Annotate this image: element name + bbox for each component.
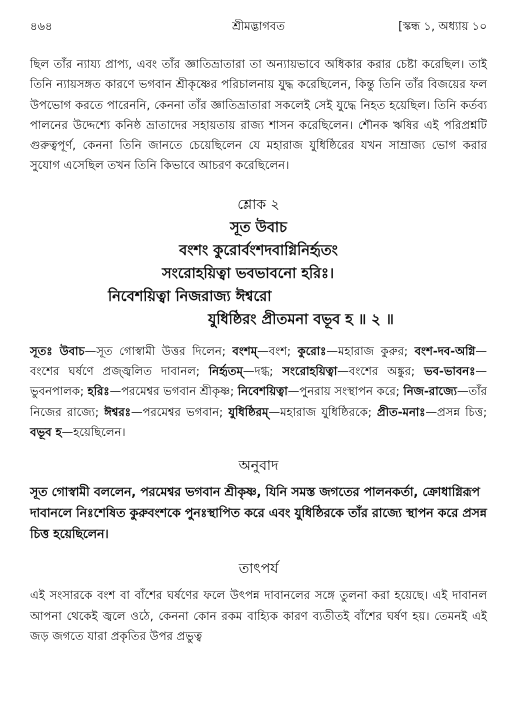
synonym-word: হরিঃ xyxy=(87,384,110,399)
synonym-meaning: —পরমেশ্বর ভগবান; xyxy=(130,404,229,419)
synonym-word: যুধিষ্ঠিরম্ xyxy=(228,404,269,419)
synonym-meaning: —বংশ; xyxy=(257,343,298,358)
synonym-word: বংশ-দব-অগ্নি xyxy=(414,343,476,358)
synonym-meaning: —মহারাজ কুরুর; xyxy=(326,343,415,358)
synonym-word: কুরোঃ xyxy=(297,343,327,358)
synonym-word: বংশম্ xyxy=(232,343,258,358)
synonym-word: বভূব হ xyxy=(30,424,62,439)
verse-line-1: সূত উবাচ xyxy=(230,219,287,236)
synonym-meaning: —সূত গোস্বামী উত্তর দিলেন; xyxy=(84,343,233,358)
synonym-meaning: —পুনরায় সংস্থাপন করে; xyxy=(287,384,404,399)
shloka-heading: শ্লোক ২ xyxy=(237,196,280,213)
synonym-meaning: —বংশের ঘর্ষণে প্রজ্জ্বলিত দাবানল; xyxy=(30,343,487,379)
synonym-word: ভব-ভাবনঃ xyxy=(423,364,476,379)
translation-text: সূত গোস্বামী বললেন, পরমেশ্বর ভগবান শ্রীকৃষ্ণ, যিনি সমস্ত জগতের পালনকর্তা, ক্রোধাগ্নিরূপ দাবানলে নিঃশেষিত কুরুবংশকে পুনঃস্থাপিত করে এবং যুধিষ্ঠিরকে তাঁর রাজ্যে স্থাপন করে প্রসন্ন চিত্ত হয়েছিলেন। xyxy=(30,485,487,542)
word-synonyms xyxy=(30,341,487,442)
synonym-meaning: —তাঁর নিজের রাজ্যে; xyxy=(30,384,487,419)
synonym-meaning: —হয়েছিলেন। xyxy=(61,424,126,439)
synonym-word: প্রীত-মনাঃ xyxy=(377,404,426,419)
purport-text: এই সংসারকে বংশ বা বাঁশের ঘর্ষণের ফলে উৎপন্ন দাবানলের সঙ্গে তুলনা করা হয়েছে। এই দাবানল আপনা থেকেই জ্বলে ওঠে, কেননা কোন রকম বাহ্যিক কারণ ব্যতীতই বাঁশের ঘর্ষণ হয়। তেমনই এই জড় জগতে যারা প্রকৃতির উপর প্রভুত্ব xyxy=(30,588,487,643)
purport-heading: তাৎপর্য xyxy=(238,561,279,578)
verse-line-3: সংরোহয়িত্বা ভবভাবনো হরিঃ। xyxy=(162,265,335,282)
synonym-meaning: —পরমেশ্বর ভগবান শ্রীকৃষ্ণ; xyxy=(109,384,238,399)
synonym-word: সূতঃ উবাচ xyxy=(30,343,85,358)
verse-line-2: বংশং কুরোর্বংশদবাগ্নিনির্হৃতং xyxy=(179,242,338,259)
synonym-word: নিজ-রাজ্যে xyxy=(403,384,457,399)
synonym-word: ঈশ্বরঃ xyxy=(104,404,131,419)
synonym-meaning: —মহারাজ যুধিষ্ঠিরকে; xyxy=(268,404,378,419)
synonym-word: নিবেশয়িত্বা xyxy=(237,384,288,399)
verse-line-4: নিবেশয়িত্বা নিজরাজ্য ঈশ্বরো xyxy=(108,288,272,305)
synonym-meaning: —ভুবনপালক; xyxy=(30,364,487,399)
book-title: শ্রীমদ্ভাগবত xyxy=(232,19,285,33)
synonym-meaning: —বংশের অঙ্কুর; xyxy=(337,364,424,379)
synonym-word: নির্হৃতম্ xyxy=(208,364,243,379)
verse-line-5: যুধিষ্ঠিরং প্রীতমনা বভূব হ ॥ ২ ॥ xyxy=(208,311,394,328)
translation-heading: অনুবাদ xyxy=(238,458,279,475)
synonym-word: সংরোহয়িত্বা xyxy=(282,364,338,379)
intro-paragraph: ছিল তাঁর ন্যায্য প্রাপ্য, এবং তাঁর জ্ঞাতিভ্রাতারা তা অন্যায়ভাবে অধিকার করার চেষ্টা করেছিল। তাই তিনি ন্যায়সঙ্গত কারণে ভগবান শ্রীকৃষ্ণের পরিচালনায় যুদ্ধ করেছিলেন, কিন্তু তিনি তাঁর বিজয়ের ফল উপভোগ করতে পারেননি, কেননা তাঁর জ্ঞাতিভ্রাতারা সকলেই সেই যুদ্ধে নিহত হয়েছিল। তিনি কর্তব্য পালনের উদ্দেশ্যে কনিষ্ঠ ভ্রাতাদের সহায়তায় রাজ্য শাসন করেছিলেন। শৌনক ঋষির এই পরিপ্রশ্নটি গুরুত্বপূর্ণ, কেননা তিনি জানতে চেয়েছিলেন যে মহারাজ যুধিষ্ঠিরের যখন সাম্রাজ্য ভোগ করার সুযোগ এসেছিল তখন তিনি কিভাবে আচরণ করেছিলেন। xyxy=(30,57,487,173)
section-reference: [স্কন্ধ ১, অধ্যায় ১০ xyxy=(398,19,487,33)
synonym-meaning: —দগ্ধ; xyxy=(242,364,283,379)
synonym-meaning: —প্রসন্ন চিত্ত; xyxy=(425,404,487,419)
page-header xyxy=(30,14,487,36)
page-number: ৪৬৪ xyxy=(30,19,53,33)
